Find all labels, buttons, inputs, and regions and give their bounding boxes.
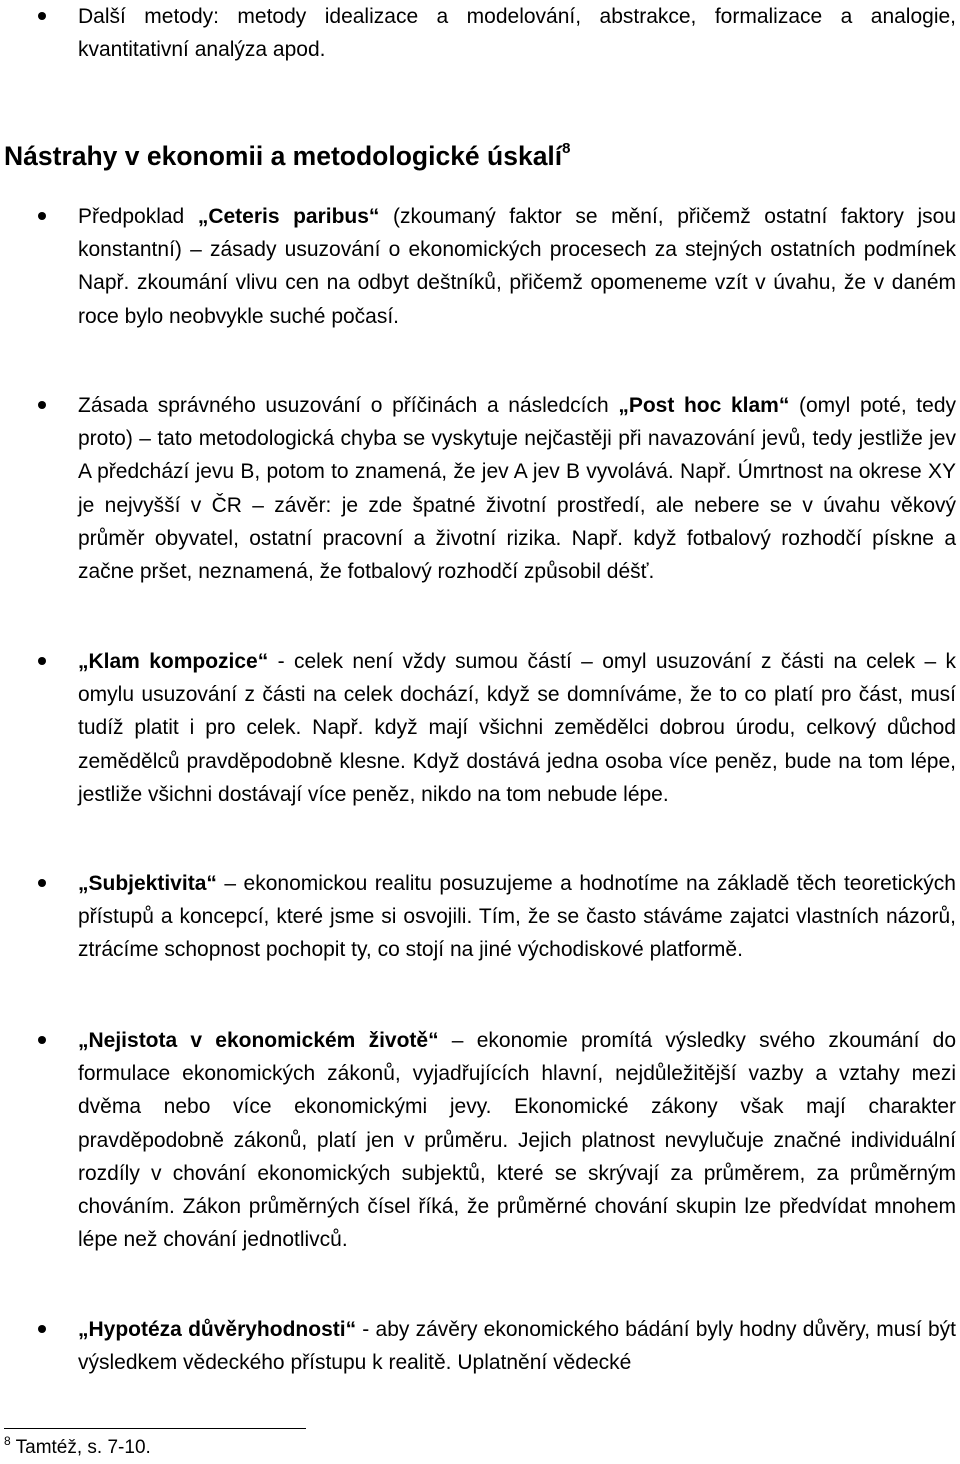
bullet-icon: [38, 12, 46, 20]
bullet-icon: [38, 212, 46, 220]
item-term: „Hypotéza důvěryhodnosti“: [78, 1318, 357, 1341]
item-body-text: (zkoumaný faktor se mění, přičemž ostatní faktory jsou konstantní) – zásady usuzování o ekonomických procesech za stejných ostatních podmínek Např. zkoumání vlivu cen na odbyt deštníků, přičemž opomeneme vzít v úvahu, že v daném roce bylo neobvykle suché počasí.: [78, 205, 956, 328]
item-term: „Nejistota v ekonomickém životě“: [78, 1029, 439, 1052]
list-item: [78, 867, 956, 967]
footnote: [4, 1436, 151, 1460]
list-item: [78, 645, 956, 811]
item-term: „Subjektivita“: [78, 872, 217, 895]
item-term: „Klam kompozice“: [78, 650, 269, 673]
bullet-icon: [38, 879, 46, 887]
footnote-reference: 8: [562, 140, 571, 157]
footnote-divider: [4, 1428, 306, 1429]
item-term: „Ceteris paribus“: [197, 205, 380, 228]
list-item: [78, 1313, 956, 1379]
footnote-number: 8: [4, 1434, 11, 1448]
list-item: [78, 1024, 956, 1256]
list-item: [78, 389, 956, 588]
item-body-text: (omyl poté, tedy proto) – tato metodologická chyba se vyskytuje nejčastěji při navazování jevů, tedy jestliže jev A předchází jevu B, potom to znamená, že jev A jev B vyvolává. Např. Úmrtnost na okrese XY je nejvyšší v ČR – závěr: je zde špatné životní prostředí, ale nebere se v úvahu věkový průměr obyvatel, ostatní pracovní a životní rizika. Např. když fotbalový rozhodčí pískne a začne pršet, neznamená, že fotbalový rozhodčí způsobil déšť.: [78, 394, 956, 584]
section-heading-text: Nástrahy v ekonomii a metodologické úskalí: [4, 141, 563, 171]
bullet-icon: [38, 657, 46, 665]
bullet-icon: [38, 1036, 46, 1044]
item-body-text: - celek není vždy sumou částí – omyl usuzování z části na celek – k omylu usuzování z části na celek dochází, když se domníváme, že to co platí pro část, musí tudíž platit i pro celek. Např. když mají všichni zemědělci dobrou úrodu, celkový důchod zemědělců pravděpodobně klesne. Když dostává jedna osoba více peněz, bude na tom lépe, jestliže všichni dostávají více peněz, nikdo na tom nebude lépe.: [78, 650, 956, 806]
list-item: [78, 200, 956, 333]
footnote-text: Tamtéž, s. 7-10.: [10, 1437, 151, 1458]
section-heading: [4, 136, 571, 176]
bullet-icon: [38, 1325, 46, 1333]
item-intro-text: Zásada správného usuzování o příčinách a následcích: [78, 394, 619, 417]
item-intro-text: Předpoklad: [78, 205, 198, 228]
intro-bullet-text: Další metody: metody idealizace a modelování, abstrakce, formalizace a analogie, kvantitativní analýza apod.: [78, 5, 956, 62]
item-body-text: – ekonomickou realitu posuzujeme a hodnotíme na základě těch teoretických přístupů a koncepcí, které jsme si osvojili. Tím, že se často stáváme zajatci vlastních názorů, ztrácíme schopnost pochopit ty, co stojí na jiné východiskové platformě.: [78, 872, 956, 962]
intro-bullet: [78, 0, 956, 66]
item-body-text: – ekonomie promítá výsledky svého zkoumání do formulace ekonomických zákonů, vyjadřujících hlavní, nejdůležitější vazby a vztahy mezi dvěma nebo více ekonomickými jevy. Ekonomické zákony však mají charakter pravděpodobně zákonů, platí jen v průměru. Jejich platnost nevylučuje značné individuální rozdíly v chování ekonomických subjektů, které se skrývají za průměrem, za průměrným chováním. Zákon průměrných čísel říká, že průměrné chování skupin lze předvídat mnohem lépe než chování jednotlivců.: [78, 1029, 956, 1252]
bullet-icon: [38, 401, 46, 409]
item-body-text: - aby závěry ekonomického bádání byly hodny důvěry, musí být výsledkem vědeckého přístupu k realitě. Uplatnění vědecké: [78, 1318, 956, 1375]
item-term: „Post hoc klam“: [618, 394, 790, 417]
